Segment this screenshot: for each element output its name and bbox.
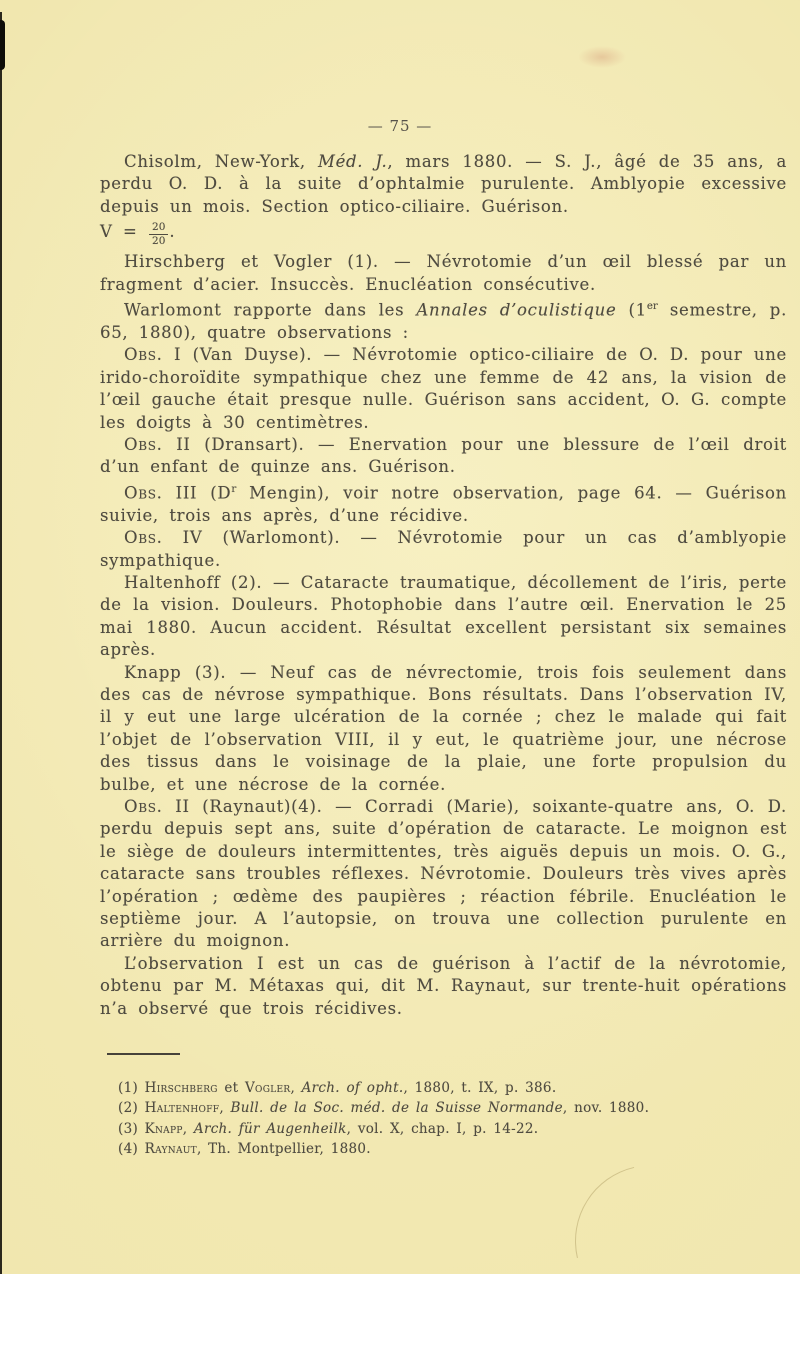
footnote-separator-rule xyxy=(107,1053,180,1055)
scan-edge-blob xyxy=(0,20,5,70)
text-segment: L’observation I est un cas de guérison à l’actif de la névrotomie, obtenu par M. Métaxas qui, dit M. Raynaut, sur trente-huit opérations n’a observé que trois récidives. xyxy=(100,953,787,1018)
text-segment: Hirschberg xyxy=(144,1080,218,1096)
text-segment: (2) xyxy=(118,1100,145,1117)
paper-scratch xyxy=(546,1136,755,1345)
text-segment: Warlomont rapporte dans les xyxy=(124,300,417,320)
para-haltenhoff xyxy=(100,572,787,662)
text-segment: (4) xyxy=(118,1141,145,1158)
text-segment: (3) xyxy=(118,1120,145,1137)
text-segment: Obs. xyxy=(124,796,163,816)
text-segment: Bull. de la Soc. méd. de la Suisse Normande xyxy=(230,1100,563,1117)
text-segment: Obs. xyxy=(124,483,163,503)
obs-2-dransart xyxy=(100,434,787,479)
text-segment: (1 xyxy=(616,300,647,320)
text-segment: (1) xyxy=(118,1080,145,1096)
text-segment: er xyxy=(646,301,658,313)
text-segment: r xyxy=(231,483,237,495)
text-segment: , mars 1880. — S. J., âgé de 35 ans, a perdu O. D. à la suite d’ophtalmie purulente. Amblyopie excessive depuis un mois. Section optico-ciliaire. Guérison. xyxy=(100,152,787,216)
para-knapp xyxy=(100,662,787,796)
formula-visual-acuity xyxy=(100,218,787,251)
text-segment: et xyxy=(217,1080,245,1096)
text-segment: Obs. xyxy=(124,434,163,454)
scan-edge-line xyxy=(0,12,2,1274)
text-segment: I (Van Duyse). — Névrotomie optico-ciliaire de O. D. pour une irido-choroïdite sympathique chez une femme de 42 ans, la vision de l’œil gauche était presque nulle. Guérison sans accident, O. G. compte les doigts à 30 centimètres. xyxy=(100,345,787,432)
text-segment: Arch. für Augenheilk xyxy=(193,1120,347,1137)
text-segment: Vogler xyxy=(244,1080,291,1096)
text-segment: Arch. of opht. xyxy=(301,1080,404,1096)
text-segment: , Th. Montpellier, 1880. xyxy=(196,1141,371,1158)
fraction xyxy=(149,222,168,247)
footnote-2 xyxy=(118,1098,758,1118)
text-segment: Hirschberg et Vogler (1). — Névrotomie d’un œil blessé par un fragment d’acier. Insuccès. Enucléation consécutive. xyxy=(100,252,787,294)
text-segment: IV (Warlomont). — Névrotomie pour un cas d’amblyopie sympathique. xyxy=(100,528,787,570)
text-segment: V = xyxy=(100,222,149,242)
text-segment: Obs. xyxy=(124,345,163,365)
text-segment: Knapp xyxy=(144,1120,183,1137)
text-segment: , xyxy=(182,1120,194,1137)
para-chisolm xyxy=(100,151,787,218)
fraction-denominator: 20 xyxy=(152,235,166,248)
text-segment: , xyxy=(219,1100,231,1117)
footnotes xyxy=(118,1078,758,1160)
text-segment: Mengin), voir notre observation, page 64. — Guérison suivie, trois ans après, d’une récidive. xyxy=(100,483,787,525)
text-segment: III (D xyxy=(162,483,232,503)
text-segment: semestre, p. 65, 1880), quatre observations : xyxy=(100,300,788,342)
obs-1-van-duyse xyxy=(100,344,787,434)
footnote-3 xyxy=(118,1119,758,1139)
paper-stain xyxy=(578,46,626,68)
obs-2-raynaut xyxy=(100,796,787,953)
text-segment: Haltenhoff (2). — Cataracte traumatique, décollement de l’iris, perte de la vision. Douleurs. Photophobie dans l’autre œil. Enervation le 25 mai 1880. Aucun accident. Résultat excellent persistant six semaines après. xyxy=(100,572,787,660)
body-text xyxy=(100,151,787,1020)
text-segment: , xyxy=(290,1080,302,1096)
para-warlomont xyxy=(100,296,787,344)
text-segment: . xyxy=(169,222,176,242)
page-number: — 75 — xyxy=(367,117,433,135)
text-segment: Chisolm, New-York, xyxy=(124,152,318,171)
para-conclusion xyxy=(100,953,787,1020)
obs-4-warlomont xyxy=(100,527,787,572)
footnote-1 xyxy=(118,1078,758,1098)
text-segment: , nov. 1880. xyxy=(562,1100,650,1117)
obs-3-mengin xyxy=(100,479,787,527)
fraction-numerator: 20 xyxy=(149,222,168,235)
text-segment: , 1880, t. IX, p. 386. xyxy=(403,1080,557,1096)
text-segment: Obs. xyxy=(124,528,163,548)
text-segment: II (Raynaut)(4). — Corradi (Marie), soixante-quatre ans, O. D. perdu depuis sept ans, suite d’opération de cataracte. Le moignon est le siège de douleurs intermittentes, très aiguës depuis un mois. O. G., cataracte sans troubles réflexes. Névrotomie. Douleurs très vives après l’opération ; œdème des paupières ; réaction fébrile. Enucléation le septième jour. A l’autopsie, on trouva une collection purulente en arrière du moignon. xyxy=(100,796,787,951)
para-hirschberg-vogler xyxy=(100,251,787,296)
footnote-4 xyxy=(118,1139,758,1159)
text-segment: Annales d’oculistique xyxy=(416,300,617,320)
text-segment: Knapp (3). — Neuf cas de névrectomie, trois fois seulement dans des cas de névrose sympathique. Bons résultats. Dans l’observation IV, il y eut une large ulcération de la cornée ; chez le malade qui fait l’objet de l’observation VIII, il y eut, le quatrième jour, une nécrose des tissus dans le voisinage de la plaie, une forte propulsion du bulbe, et une nécrose de la cornée. xyxy=(100,662,787,794)
text-segment: II (Dransart). — Enervation pour une blessure de l’œil droit d’un enfant de quinze ans. Guérison. xyxy=(100,434,787,477)
text-segment: Raynaut xyxy=(144,1141,197,1158)
text-segment: Haltenhoff xyxy=(144,1100,220,1117)
text-segment: , vol. X, chap. I, p. 14-22. xyxy=(346,1120,539,1137)
text-segment: Méd. J. xyxy=(317,152,388,171)
